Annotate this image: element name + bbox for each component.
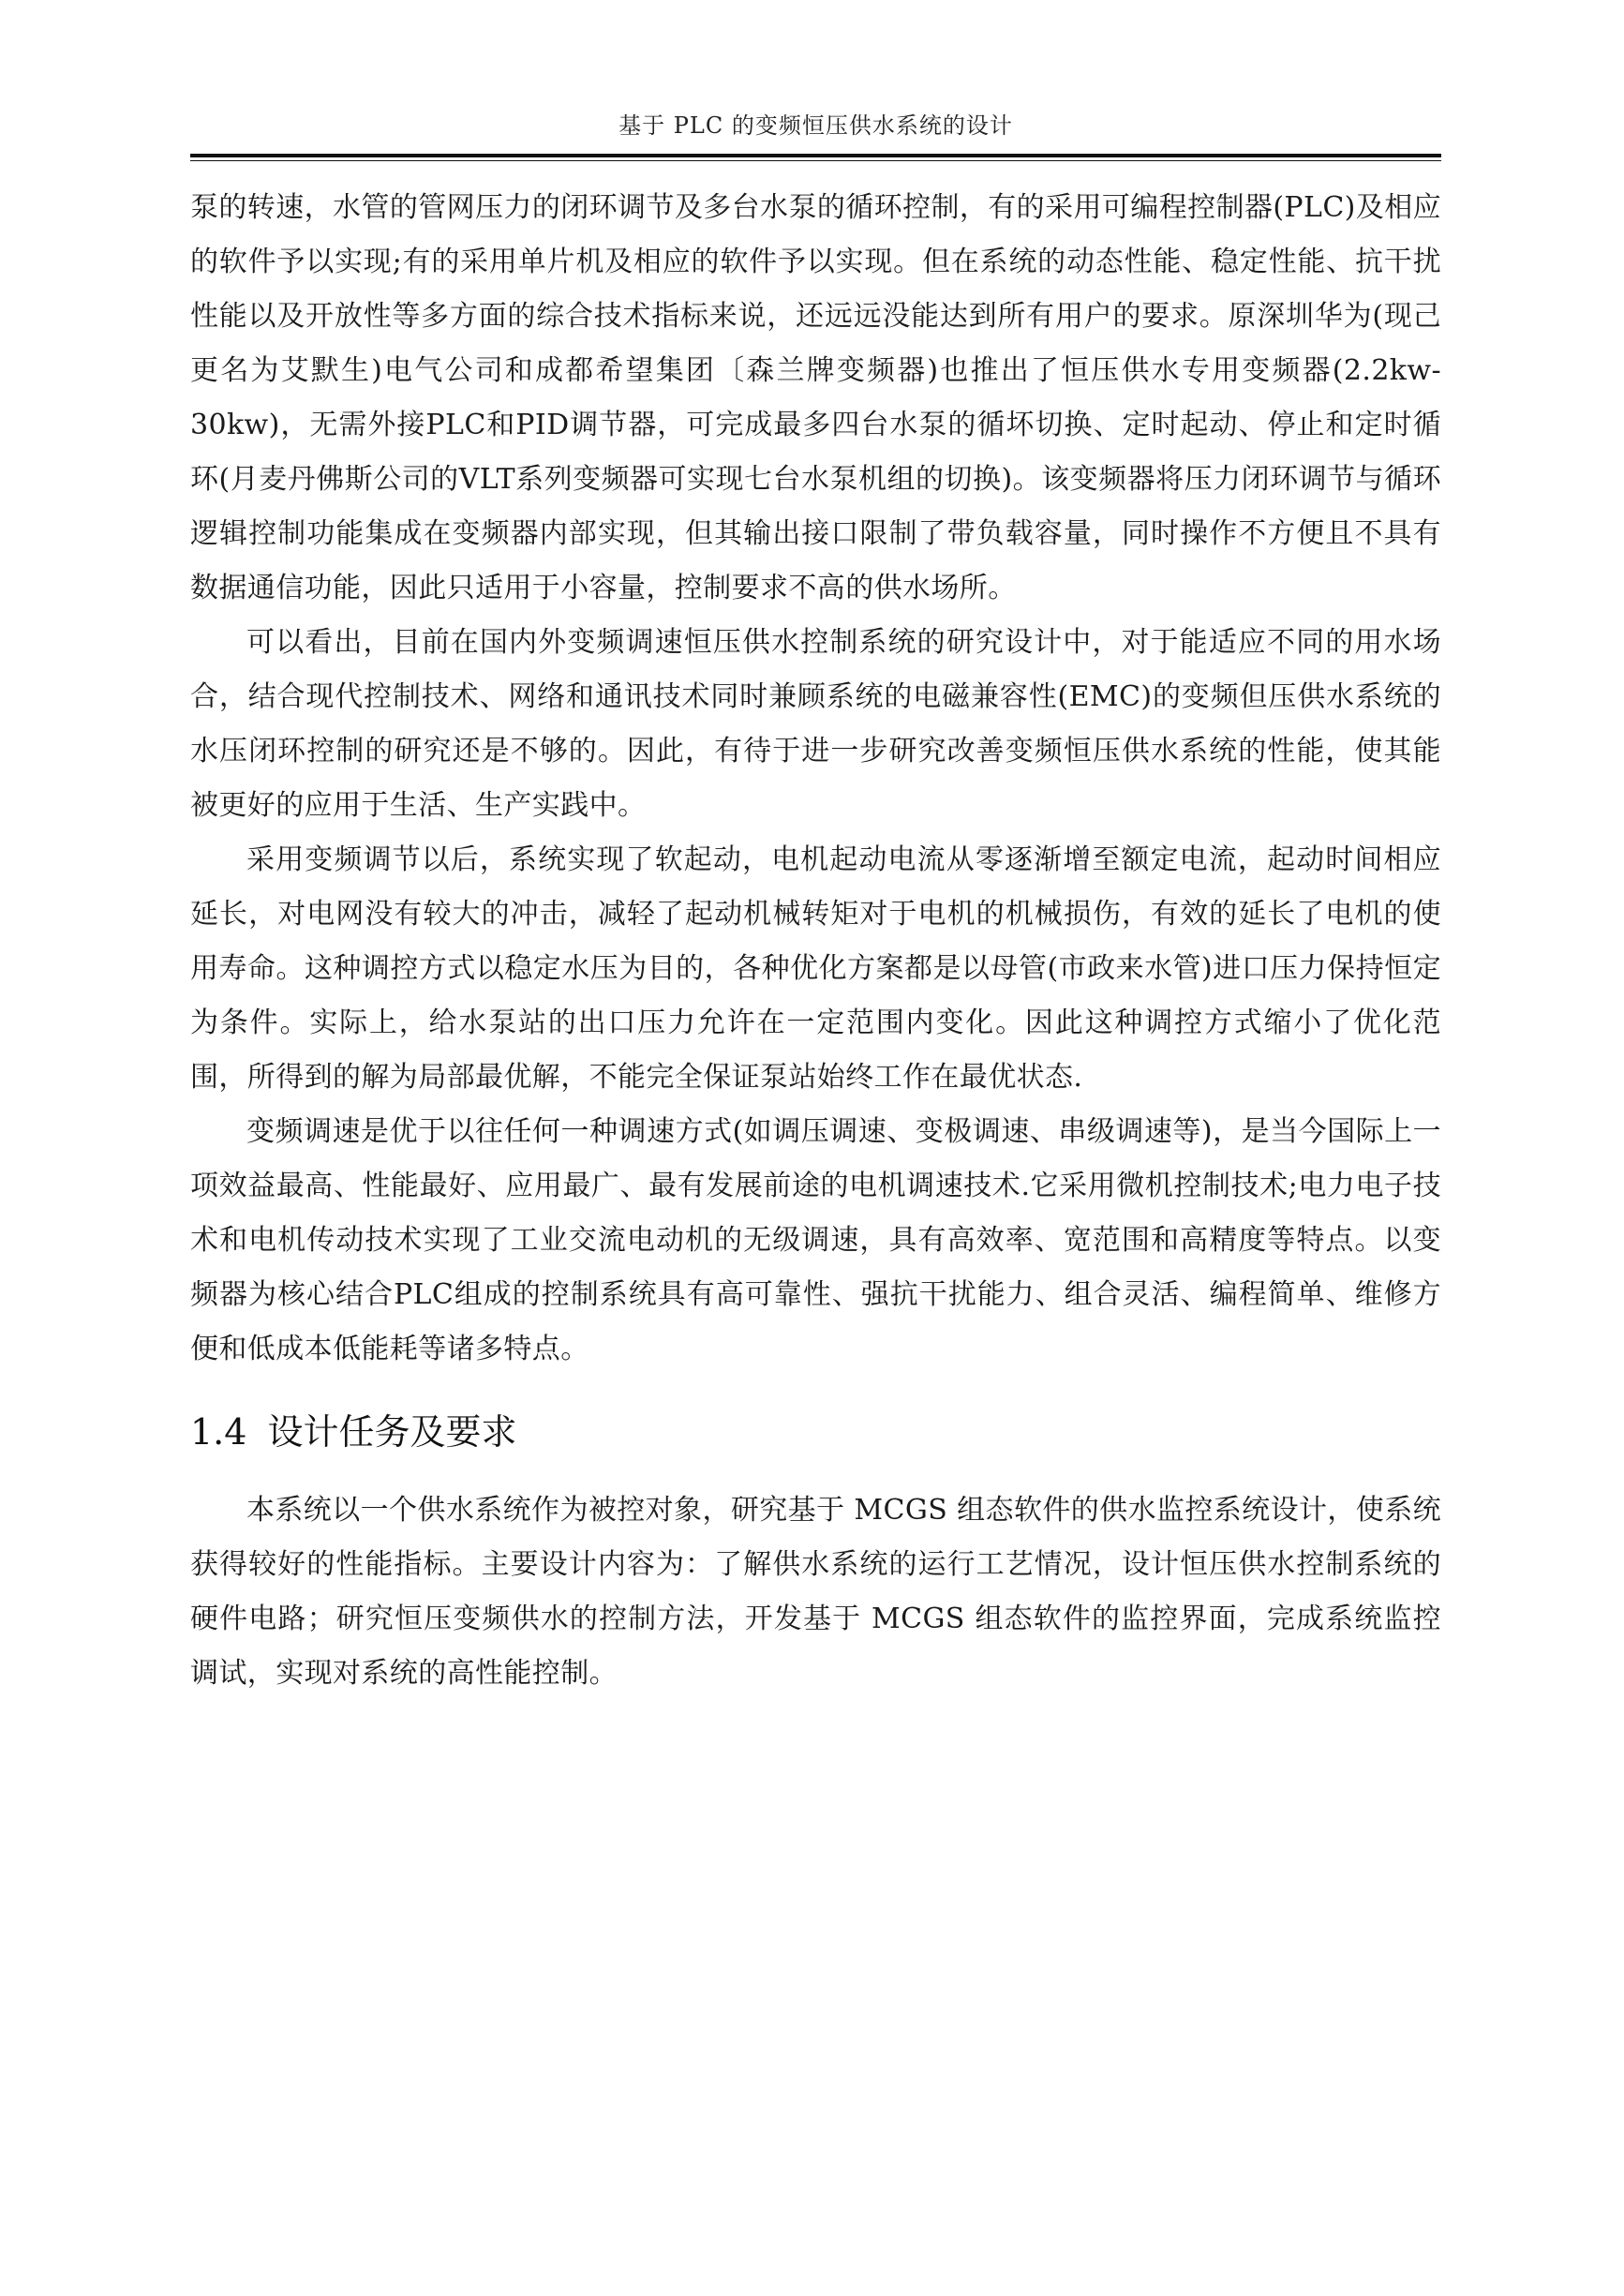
paragraph: 采用变频调节以后，系统实现了软起动，电机起动电流从零逐渐增至额定电流，起动时间相应延长，对电网没有较大的冲击，减轻了起动机械转矩对于电机的机械损伤，有效的延长了电机的使用寿命。这种调控方式以稳定水压为目的，各种优化方案都是以母管(市政来水管)进口压力保持恒定为条件。实际上，给水泵站的出口压力允许在一定范围内变化。因此这种调控方式缩小了优化范围，所得到的解为局部最优解，不能完全保证泵站始终工作在最优状态. <box>190 843 1441 1094</box>
header-rule-thin <box>190 160 1441 161</box>
header-rule <box>190 154 1441 157</box>
paragraph: 可以看出，目前在国内外变频调速恒压供水控制系统的研究设计中，对于能适应不同的用水场合，结合现代控制技术、网络和通讯技术同时兼顾系统的电磁兼容性(EMC)的变频但压供水系统的水压闭环控制的研究还是不够的。因此，有待于进一步研究改善变频恒压供水系统的性能，使其能被更好的应用于生活、生产实践中。 <box>190 626 1441 822</box>
section-title: 设计任务及要求 <box>267 1411 517 1453</box>
section-paragraph: 本系统以一个供水系统作为被控对象，研究基于 MCGS 组态软件的供水监控系统设计，使系统获得较好的性能指标。主要设计内容为：了解供水系统的运行工艺情况，设计恒压供水控制系统的硬件电路；研究恒压变频供水的控制方法，开发基于 MCGS 组态软件的监控界面，完成系统监控调试，实现对系统的高性能控制。 <box>190 1494 1441 1690</box>
section-heading <box>190 1401 1441 1463</box>
paragraph: 变频调速是优于以往任何一种调速方式(如调压调速、变极调速、串级调速等)，是当今国际上一项效益最高、性能最好、应用最广、最有发展前途的电机调速技术.它采用微机控制技术;电力电子技术和电机传动技术实现了工业交流电动机的无级调速，具有高效率、宽范围和高精度等特点。以变频器为核心结合PLC组成的控制系统具有高可靠性、强抗干扰能力、组合灵活、编程简单、维修方便和低成本低能耗等诸多特点。 <box>190 1115 1441 1365</box>
body-text <box>190 181 1441 1701</box>
section-number: 1.4 <box>190 1411 247 1453</box>
running-header: 基于 PLC 的变频恒压供水系统的设计 <box>618 112 1013 139</box>
paragraph-continued: 泵的转速，水管的管网压力的闭环调节及多台水泵的循环控制，有的采用可编程控制器(PLC)及相应的软件予以实现;有的采用单片机及相应的软件予以实现。但在系统的动态性能、稳定性能、抗干扰性能以及开放性等多方面的综合技术指标来说，还远远没能达到所有用户的要求。原深圳华为(现己更名为艾默生)电气公司和成都希望集团〔森兰牌变频器)也推出了恒压供水专用变频器(2.2kw-30kw)，无需外接PLC和PID调节器，可完成最多四台水泵的循坏切换、定时起动、停止和定时循环(月麦丹佛斯公司的VLT系列变频器可实现七台水泵机组的切换)。该变频器将压力闭环调节与循环逻辑控制功能集成在变频器内部实现，但其输出接口限制了带负载容量，同时操作不方便且不具有数据通信功能，因此只适用于小容量，控制要求不高的供水场所。 <box>190 191 1441 604</box>
